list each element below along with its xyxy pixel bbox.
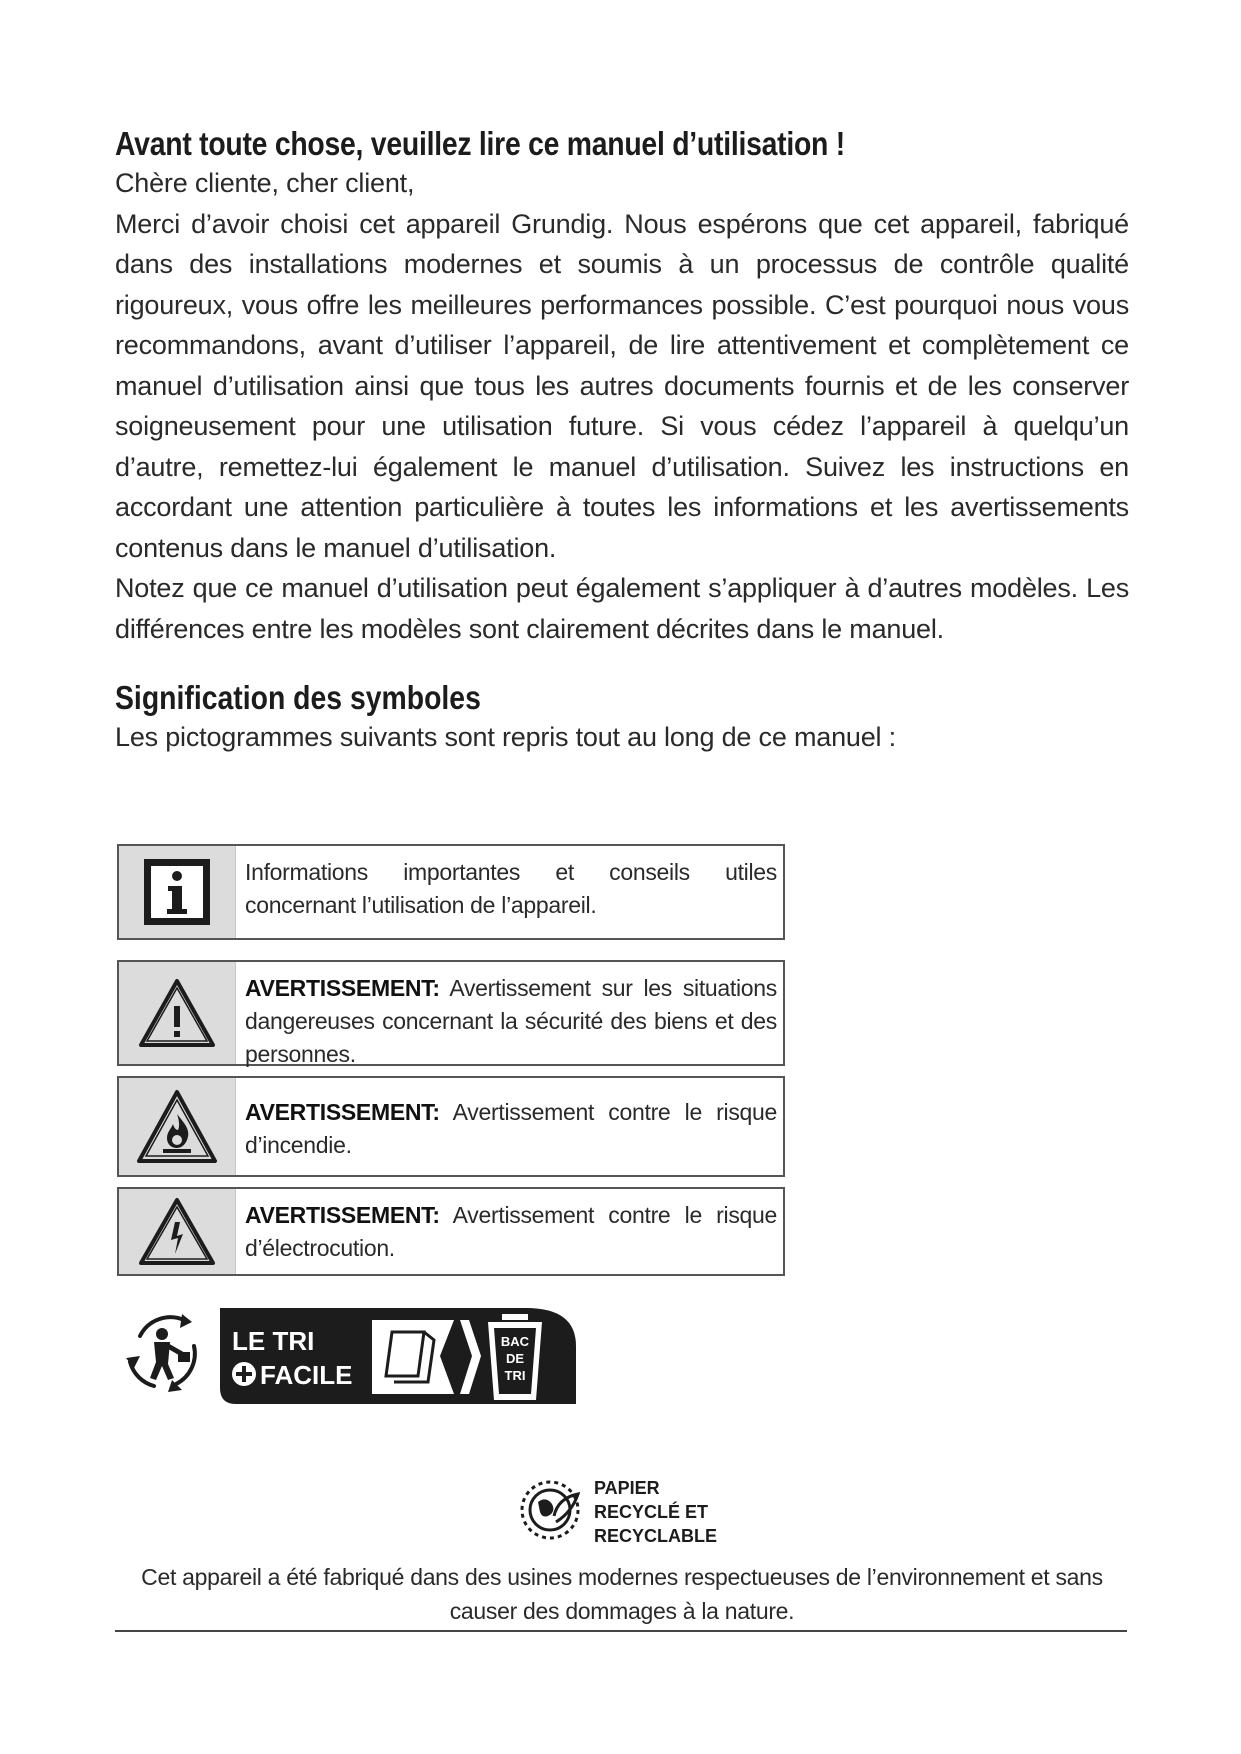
greeting: Chère cliente, cher client, — [115, 168, 415, 198]
bin-label-1: BAC — [500, 1334, 530, 1349]
symbol-text-fire — [236, 1078, 783, 1175]
symbol-description: Avertissement contre le risque d’électrocution. — [245, 1202, 777, 1261]
symbol-row-info — [117, 844, 785, 940]
triman-icon — [124, 1306, 594, 1410]
symbol-text-info — [236, 846, 783, 938]
document-page — [115, 125, 1129, 758]
page-title: Avant toute chose, veuillez lire ce manuel d’utilisation ! — [115, 125, 845, 162]
recycled-paper-logo — [512, 1472, 742, 1548]
banner-line-1: LE TRI — [232, 1326, 315, 1356]
fire-warning-icon — [119, 1078, 236, 1175]
paper-label-2: RECYCLÉ ET — [594, 1502, 709, 1522]
info-icon — [119, 846, 236, 938]
symbol-label: AVERTISSEMENT: — [245, 975, 440, 1001]
paper-label-3: RECYCLABLE — [594, 1526, 718, 1546]
section-title-symbols: Signification des symboles — [115, 679, 481, 716]
symbol-row-fire — [117, 1076, 785, 1177]
symbol-description: Avertissement contre le risque d’incendie. — [245, 1099, 777, 1158]
symbols-intro: Les pictogrammes suivants sont repris tout au long de ce manuel : — [115, 722, 896, 752]
symbol-description: Avertissement sur les situations dangereuses concernant la sécurité des biens et des personnes. — [245, 975, 777, 1067]
banner-line-2: FACILE — [260, 1360, 353, 1390]
paper-label-1: PAPIER — [594, 1478, 660, 1498]
footer-text: Cet appareil a été fabriqué dans des usines modernes respectueuses de l’environnement et sans causer des dommages à la nature. — [141, 1564, 1103, 1624]
recycling-logos — [124, 1306, 594, 1410]
bin-label-2: DE — [505, 1351, 525, 1366]
symbol-text-warning — [236, 962, 783, 1067]
electric-warning-icon — [119, 1189, 236, 1274]
symbol-text-electric — [236, 1189, 783, 1274]
symbol-label: AVERTISSEMENT: — [245, 1202, 440, 1228]
symbol-label: AVERTISSEMENT: — [245, 1099, 440, 1125]
warning-icon — [119, 962, 236, 1064]
bin-label-3: TRI — [504, 1368, 526, 1383]
intro-paragraph: Merci d’avoir choisi cet appareil Grundig. Nous espérons que cet appareil, fabriqué dans des installations modernes et soumis à un processus de contrôle qualité rigoureux, vous offre les meilleures performances possible. C’est pourquoi nous vous recommandons, avant d’utiliser l’appareil, de lire attentivement et complètement ce manuel d’utilisation ainsi que tous les autres documents fournis et de les conserver soigneusement pour une utilisation future. Si vous cédez l’appareil à quelqu’un d’autre, remettez-lui également le manuel d’utilisation. Suivez les instructions en accordant une attention particulière à toutes les informations et les avertissements contenus dans le manuel d’utilisation. — [115, 208, 1129, 563]
footer-divider — [115, 1630, 1127, 1632]
symbol-row-electric — [117, 1187, 785, 1276]
note-paragraph: Notez que ce manuel d’utilisation peut également s’appliquer à d’autres modèles. Les différences entre les modèles sont clairement décrites dans le manuel. — [115, 573, 1129, 644]
globe-leaf-icon — [522, 1482, 578, 1538]
symbol-description: Informations importantes et conseils utiles concernant l’utilisation de l’appareil. — [245, 859, 777, 918]
symbol-row-warning — [117, 960, 785, 1066]
